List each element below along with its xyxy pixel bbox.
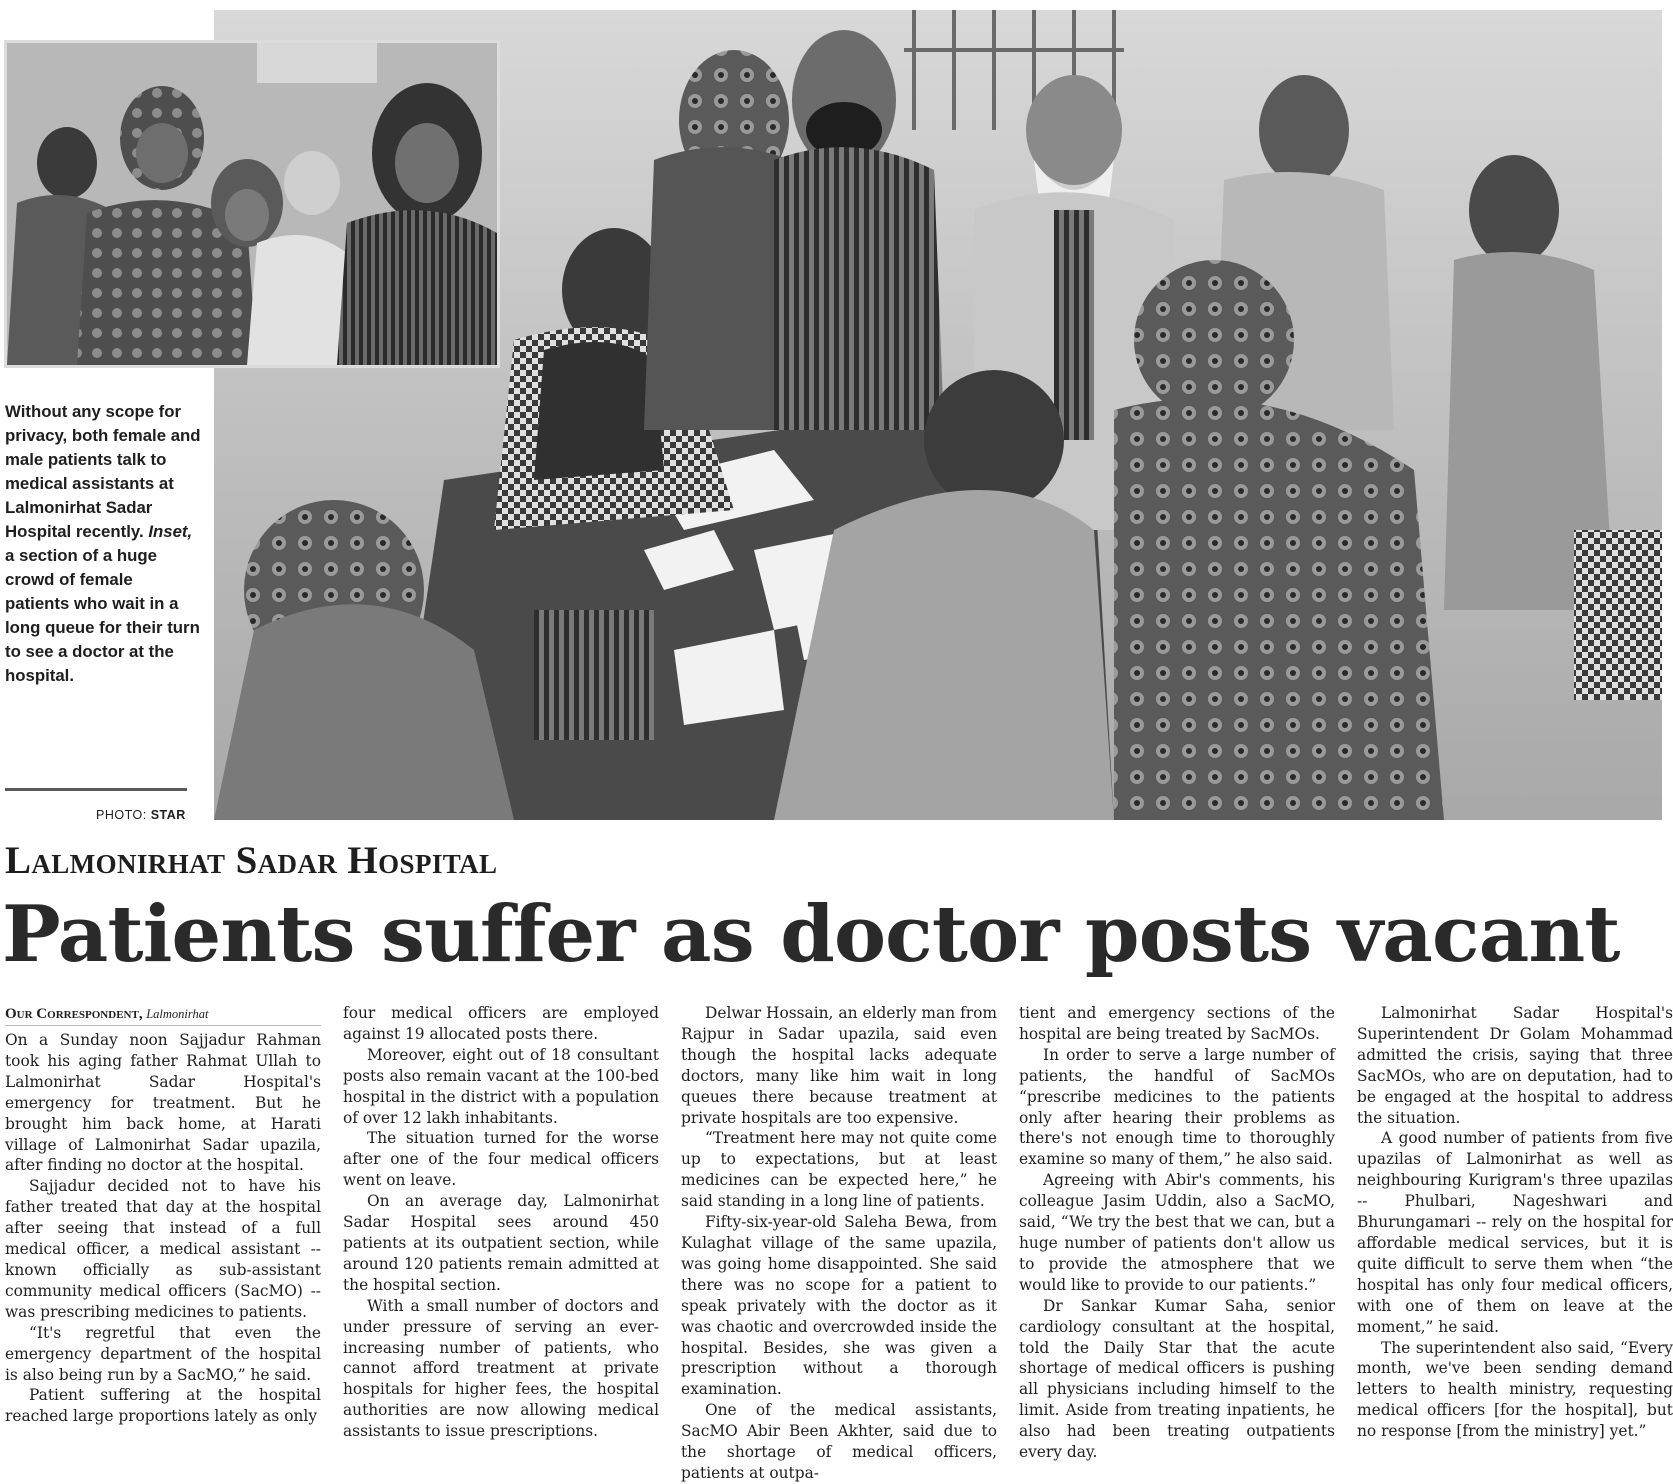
paragraph: Dr Sankar Kumar Saha, senior cardiology consultant at the hospital, told the Daily Star that the acute shortage of medical officers is pushing all physicians including himself to the limit. Aside from treating inpatients, he also had been treating outpatients every day. bbox=[1019, 1296, 1335, 1462]
caption-rule bbox=[5, 788, 187, 791]
paragraph: One of the medical assistants, SacMO Abir Been Akhter, said due to the shortage of medical officers, patients at outpa- bbox=[681, 1401, 997, 1482]
paragraph: four medical officers are employed against 19 allocated posts there. bbox=[343, 1004, 659, 1043]
paragraph: A good number of patients from five upazilas of Lalmonirhat as well as neighbouring Kurigram's three upazilas -- Phulbari, Nageshwari and Bhurungamari -- rely on the hospital for affordable medical services, but it is quite difficult to serve them when “the hospital has only four medical officers, with one of them on leave at the moment,” he said. bbox=[1357, 1129, 1673, 1336]
paragraph: “It's regretful that even the emergency department of the hospital is also being run by a SacMO,” he said. bbox=[5, 1323, 321, 1384]
paragraph: “Treatment here may not quite come up to expectations, but at least medicines can be expected here,” he said standing in a long line of patients. bbox=[681, 1129, 997, 1211]
paragraph: On a Sunday noon Sajjadur Rahman took his aging father Rahmat Ullah to Lalmonirhat Sadar Hospital's emergency for treatment. But he brought him back home, at Harati village of Lalmonirhat Sadar upazila, after finding no doctor at the hospital. bbox=[5, 1031, 321, 1175]
kicker: Lalmonirhat Sadar Hospital bbox=[5, 839, 498, 882]
paragraph: With a small number of doctors and under pressure of serving an ever-increasing number of patients, who cannot afford treatment at private hospitals for higher fees, the hospital authorities are now allowing medical assistants to issue prescriptions. bbox=[343, 1296, 659, 1441]
article-column-1 bbox=[5, 1003, 321, 1445]
credit-source: STAR bbox=[150, 808, 186, 822]
article-column-2 bbox=[343, 1003, 659, 1445]
paragraph: In order to serve a large number of patients, the handful of SacMOs “prescribe medicines to the patients only after hearing their problems as there's not enough time to thoroughly examine so many of them,” he also said. bbox=[1019, 1045, 1335, 1169]
caption-inset-word: Inset, bbox=[148, 522, 193, 541]
byline bbox=[5, 1003, 321, 1026]
paragraph: Lalmonirhat Sadar Hospital's Superintendent Dr Golam Mohammad admitted the crisis, saying that three SacMOs, who are on deputation, had to be engaged at the hospital to address the situation. bbox=[1357, 1004, 1673, 1127]
article-column-3 bbox=[681, 1003, 997, 1482]
photo-caption bbox=[5, 400, 201, 688]
credit-label: PHOTO: bbox=[96, 808, 147, 822]
paragraph: Delwar Hossain, an elderly man from Rajpur in Sadar upazila, said even though the hospital lacks adequate doctors, many like him wait in long queues there because treatment at private hospitals are too expensive. bbox=[681, 1004, 997, 1127]
caption-lead: Without any scope for privacy, both female and male patients talk to medical assistants at Lalmonirhat Sadar Hospital recently. bbox=[5, 402, 201, 541]
paragraph: Sajjadur decided not to have his father treated that day at the hospital after seeing that instead of a full medical officer, a medical assistant -- known officially as sub-assistant community medical officers (SacMO) -- was prescribing medicines to patients. bbox=[5, 1177, 321, 1321]
article-body bbox=[5, 1003, 1673, 1482]
article-column-4 bbox=[1019, 1003, 1335, 1462]
byline-place: Lalmonirhat bbox=[146, 1007, 209, 1021]
paragraph: Fifty-six-year-old Saleha Bewa, from Kulaghat village of the same upazila, was going home disappointed. She said there was no scope for a patient to speak privately with the doctor as it was chaotic and overcrowded inside the hospital. Besides, she was given a prescription without a thorough examination. bbox=[681, 1213, 997, 1399]
photo-credit bbox=[96, 808, 186, 822]
queue-photo bbox=[7, 43, 497, 365]
paragraph: On an average day, Lalmonirhat Sadar Hospital sees around 450 patients at its outpatient section, while around 120 patients remain admitted at the hospital section. bbox=[343, 1192, 659, 1294]
paragraph: Patient suffering at the hospital reached large proportions lately as only bbox=[5, 1386, 321, 1426]
inset-photo bbox=[4, 40, 500, 368]
paragraph: tient and emergency sections of the hospital are being treated by SacMOs. bbox=[1019, 1004, 1335, 1043]
article-column-5 bbox=[1357, 1003, 1673, 1445]
headline: Patients suffer as doctor posts vacant bbox=[2, 889, 1620, 980]
caption-rest: a section of a huge crowd of female patients who wait in a long queue for their turn to see a doctor at the hospital. bbox=[5, 546, 200, 685]
byline-name: Our Correspondent, bbox=[5, 1006, 143, 1022]
paragraph: Agreeing with Abir's comments, his colleague Jasim Uddin, also a SacMO, said, “We try the best that we can, but a huge number of patients don't allow us to provide the atmosphere that we would like to provide to our patients.” bbox=[1019, 1171, 1335, 1294]
paragraph: The superintendent also said, “Every month, we've been sending demand letters to health ministry, requesting medical officers [for the hospital], but no response [from the ministry] yet.” bbox=[1357, 1338, 1673, 1441]
paragraph: The situation turned for the worse after one of the four medical officers went on leave. bbox=[343, 1129, 659, 1190]
paragraph: Moreover, eight out of 18 consultant posts also remain vacant at the 100-bed hospital in the district with a population of over 12 lakh inhabitants. bbox=[343, 1045, 659, 1127]
